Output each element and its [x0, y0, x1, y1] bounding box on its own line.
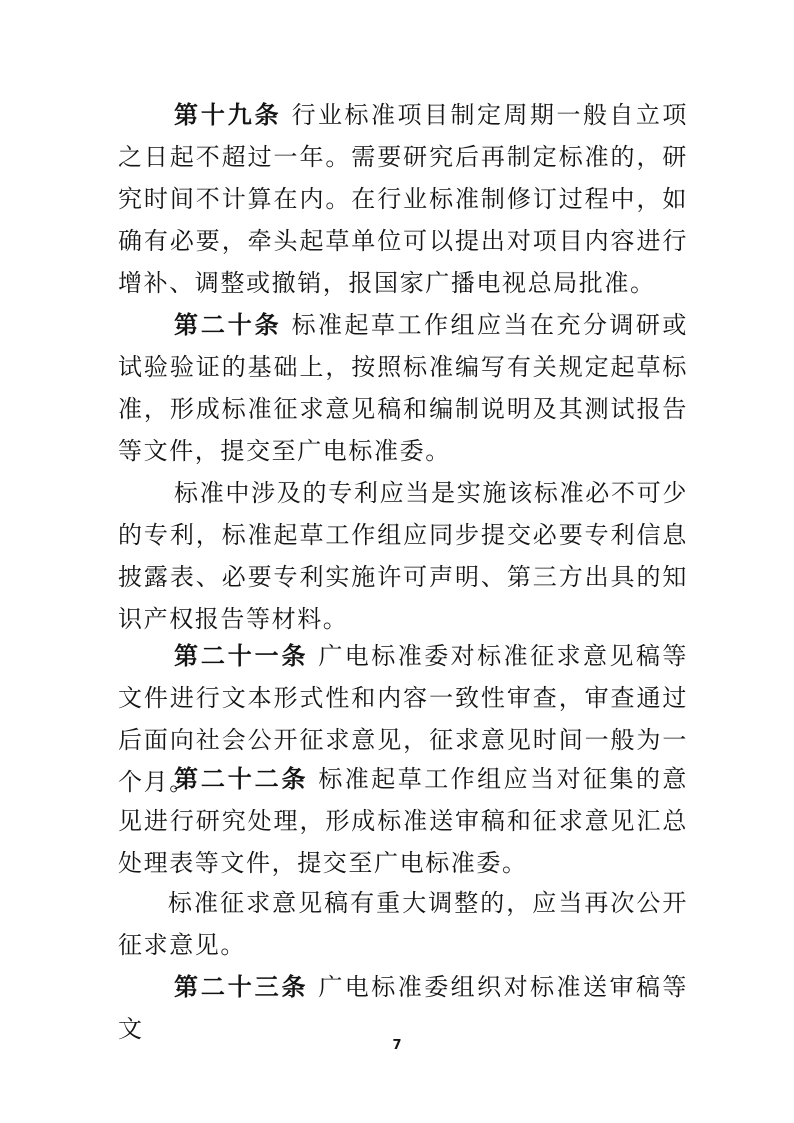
article-heading: 第十九条: [174, 101, 282, 129]
article-heading: 第二十三条: [174, 973, 309, 1001]
paragraph-text: 广电标准委组织对标准送审稿等文: [118, 973, 689, 1043]
paragraph-article-19: [118, 94, 688, 304]
paragraph-article-20: [118, 304, 688, 472]
paragraph-text: 标准起草工作组应当在充分调研或试验验证的基础上，按照标准编写有关规定起草标准，形成标准征求意见稿和编制说明及其测试报告等文件，提交至广电标准委。: [118, 311, 689, 465]
paragraph-text: 标准中涉及的专利应当是实施该标准必不可少的专利，标准起草工作组应同步提交必要专利信息披露表、必要专利实施许可声明、第三方出具的知识产权报告等材料。: [118, 479, 688, 633]
page-number: 7: [392, 1038, 402, 1053]
article-heading: 第二十二条: [174, 765, 309, 793]
article-heading: 第二十一条: [174, 642, 309, 670]
paragraph-article-22: [118, 758, 688, 884]
paragraph-patent: [118, 472, 688, 640]
paragraph-text: 标准起草工作组应当对征集的意见进行研究处理，形成标准送审稿和征求意见汇总处理表等文件，提交至广电标准委。: [118, 765, 689, 877]
paragraph-reconsult: [118, 882, 688, 966]
paragraph-text: 广电标准委对标准征求意见稿等文件进行文本形式性和内容一致性审查，审查通过后面向社会公开征求意见，征求意见时间一般为一个月。: [118, 642, 689, 796]
paragraph-text: 标准征求意见稿有重大调整的，应当再次公开征求意见。: [118, 889, 688, 959]
paragraph-text: 行业标准项目制定周期一般自立项之日起不超过一年。需要研究后再制定标准的，研究时间不计算在内。在行业标准制修订过程中，如确有必要，牵头起草单位可以提出对项目内容进行增补、调整或撤销，报国家广播电视总局批准。: [118, 101, 689, 297]
article-heading: 第二十条: [174, 311, 282, 339]
